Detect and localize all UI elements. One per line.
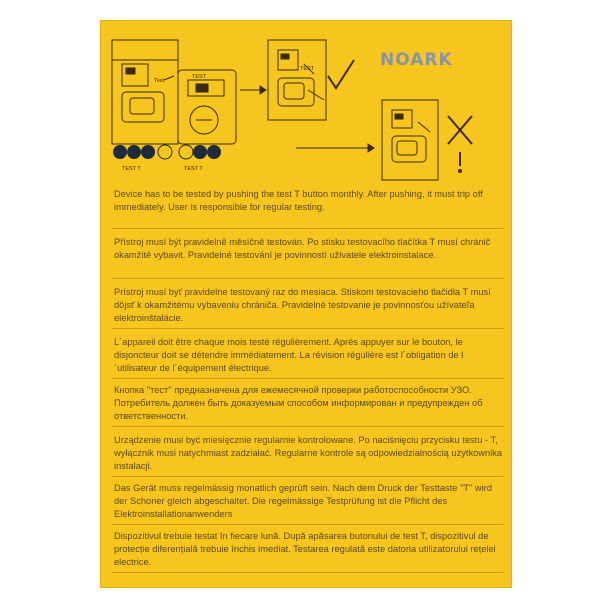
illus-small-test-label: TEST [300, 66, 315, 72]
paragraph-cs [114, 236, 504, 262]
brand-logo: NOARK [380, 50, 453, 70]
instruction-text-sk: Prístroj musí byť pravidelne testovaný raz do mesiaca. Stiskom testovacieho tlačidla T musí dôjsť k okamžitému vybaveniu chrániča. Pravidelné testovanie je povinnosťou užívateľa elektroinštalácie. [114, 287, 491, 324]
instruction-text-cs: Přístroj musí být pravidelně měsíčně testován. Po stisku testovacího tlačítka T musí chránič okamžitě vybavit. Pravidelné testování je povinností uživatele elektroinstalace. [114, 237, 491, 261]
instruction-text-pl: Urządzenie musi być miesięcznie regularnie kontrolowane. Po naciśnięciu przycisku testu - T, wyłącznik musi natychmiast zadziałać. Regularne kontrole są odpowiedzialnością użytkownika instalacji. [114, 435, 503, 472]
illus-test-t-label-2: TEST T [184, 166, 203, 172]
paragraph-ru [114, 384, 504, 424]
divider [112, 426, 504, 427]
paragraph-de [114, 482, 504, 522]
enclosure-detail-1 [178, 70, 236, 144]
paragraph-en [114, 188, 504, 214]
enclosure-panel-3 [382, 100, 438, 180]
instruction-card [100, 20, 512, 588]
instruction-text-ru: Кнопка "тест" предназначена для ежемесячной проверки работоспособности УЗО. Потребитель должен быть доказуемым способом информирован и предупрежден об ответственности. [114, 385, 483, 422]
paragraph-sk [114, 286, 504, 326]
divider [112, 524, 504, 525]
divider [112, 328, 504, 329]
divider [112, 476, 504, 477]
breaker-toggle-sequence [113, 145, 221, 159]
divider [112, 378, 504, 379]
divider [112, 278, 504, 279]
instruction-text-fr: L´appareil doit être chaque mois testé régulièrement. Après appuyer sur le bouton, le disjoncteur doit se détendre immédiatement. La révision régulière est l´obligation de l´utilisateur de l´équipement électrique. [114, 337, 464, 374]
paragraph-ro [114, 530, 504, 570]
enclosure-panel-2 [268, 40, 326, 120]
illus-test-label: Test [154, 78, 165, 84]
instruction-text-ro: Dispozitivul trebuie testat în fiecare lună. După apăsarea butonului de test T, dispozitivul de protecție diferențială trebuie închis imediat. Testarea regulată este datoria utilizatorului rețelei electrice. [114, 531, 496, 568]
instruction-text-de: Das Gerät muss regelmässig monatlich geprüft sein. Nach dem Druck der Testtaste "T" wird der Schoner gleich abgeschaltet. Die regelmässige Testprüfung ist die Pflicht des Elektroinstallationanwenders [114, 483, 492, 520]
illus-test-button-label: TEST [192, 74, 207, 80]
enclosure-panel-1 [112, 40, 178, 144]
illus-test-t-label: TEST T [122, 166, 141, 172]
instruction-text-en: Device has to be tested by pushing the test T button monthly. After pushing, it must trip off immediately. User is responsible for regular testing. [114, 189, 483, 213]
test-procedure-illustration [100, 20, 512, 200]
paragraph-pl [114, 434, 504, 474]
paragraph-fr [114, 336, 504, 376]
divider [112, 572, 504, 573]
divider [112, 228, 504, 229]
